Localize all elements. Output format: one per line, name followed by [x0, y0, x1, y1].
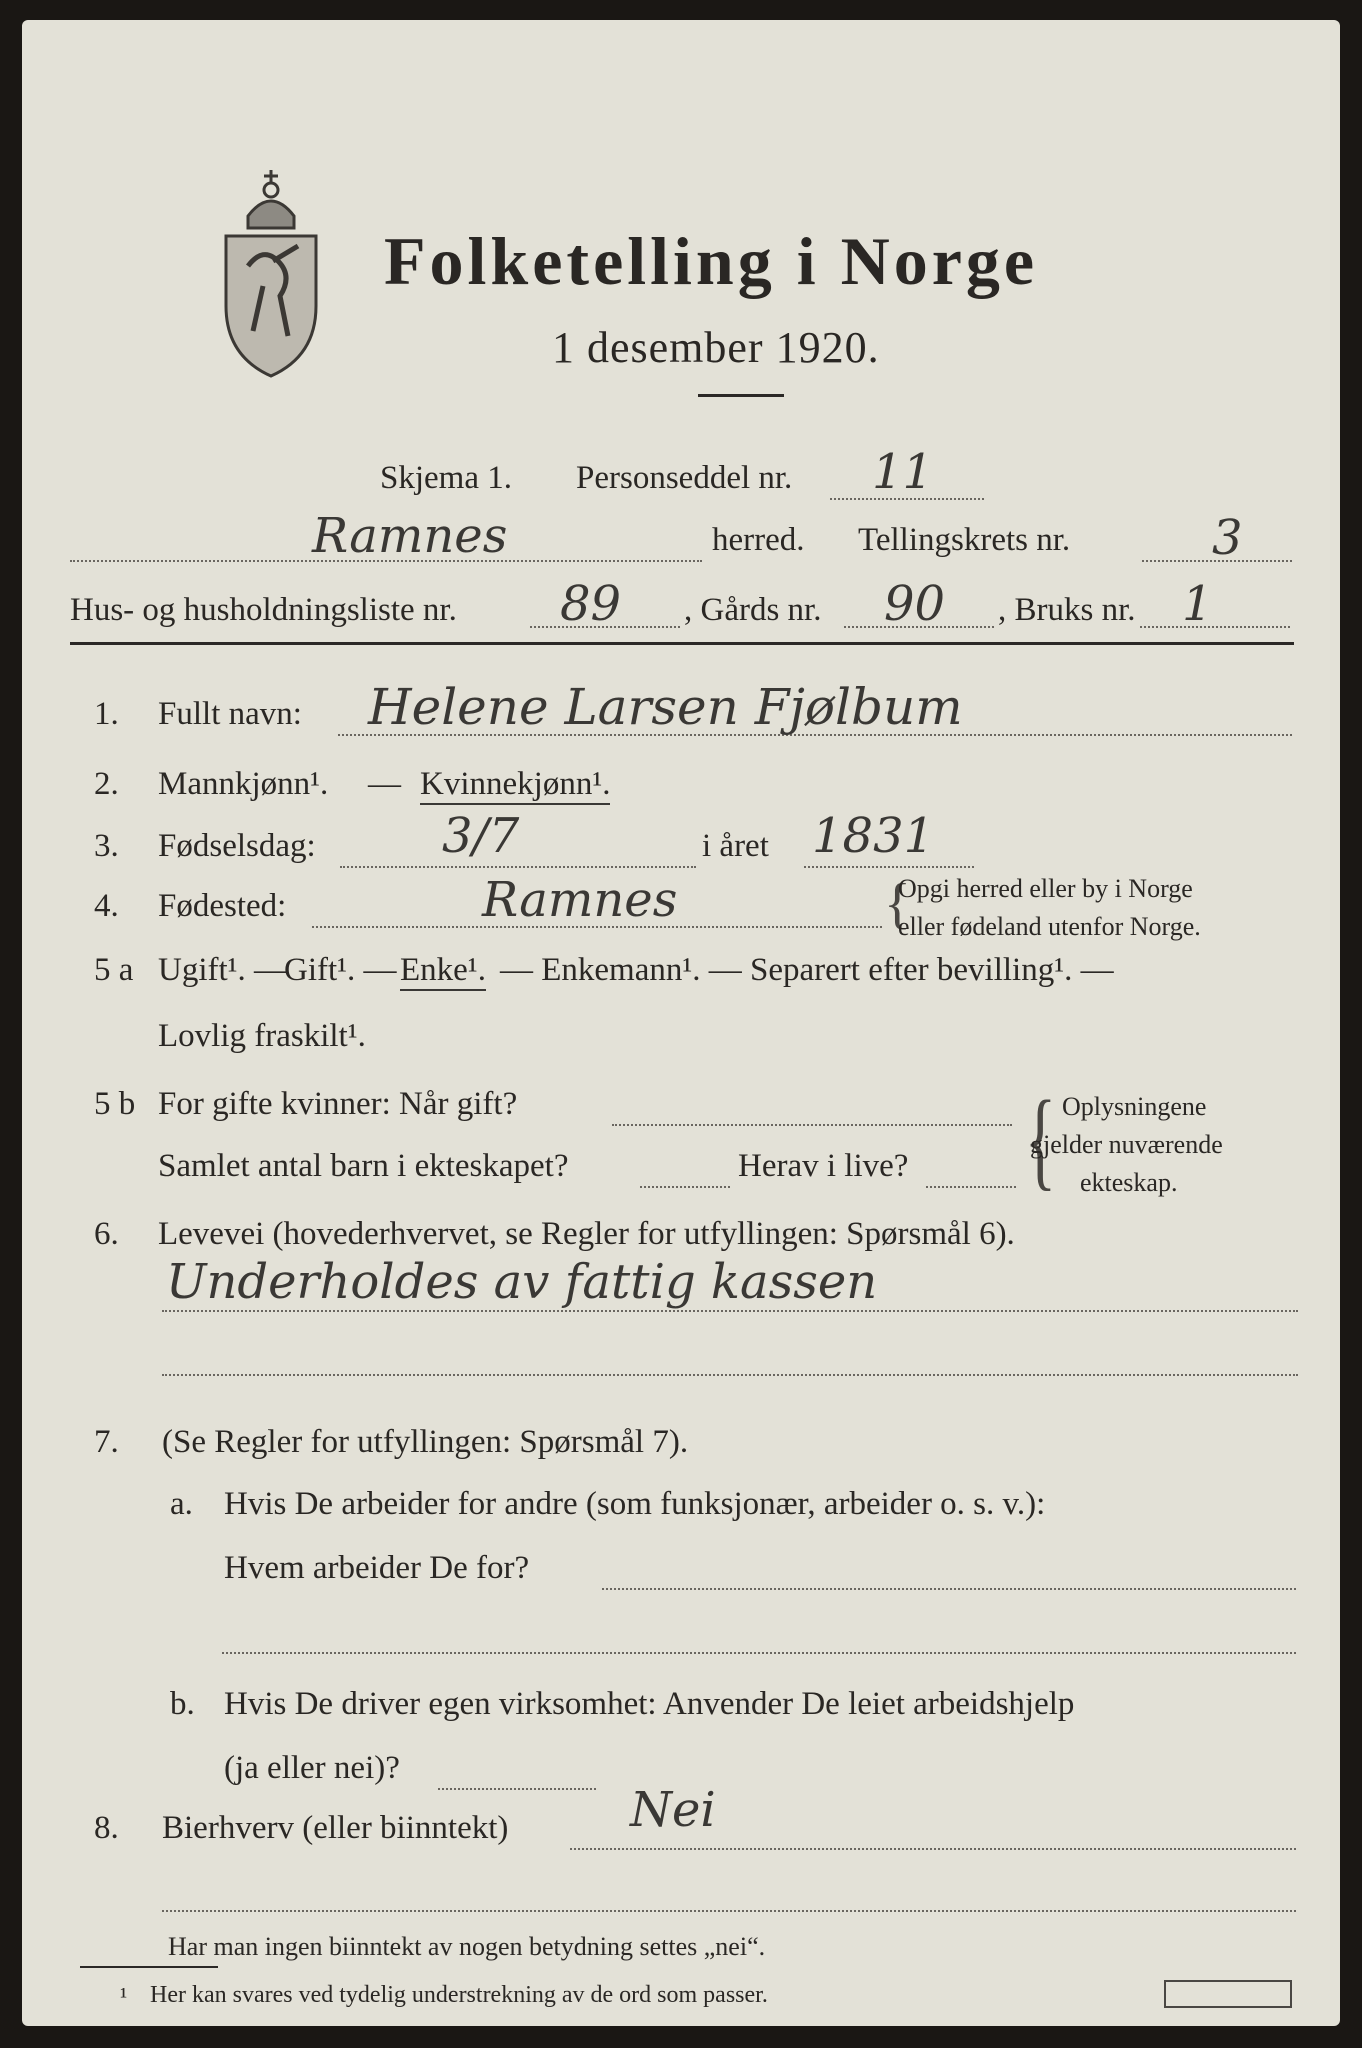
q7a-line2: Hvem arbeider De for?	[224, 1550, 530, 1586]
q8-line1	[570, 1848, 1296, 1850]
skjema-label: Skjema 1.	[380, 460, 512, 496]
birthplace-value: Ramnes	[482, 872, 678, 928]
q5a-number: 5 a	[94, 952, 134, 988]
q8-label: Bierhverv (eller biinntekt)	[162, 1810, 509, 1846]
occupation-value: Underholdes av fattig kassen	[166, 1254, 878, 1310]
q5b-note-line2: gjelder nuværende	[1030, 1130, 1223, 1159]
husliste-label: Hus- og husholdningsliste nr.	[70, 592, 457, 628]
year-line	[804, 866, 974, 868]
bruks-value: 1	[1182, 576, 1213, 632]
birthday-value: 3/7	[442, 808, 520, 864]
q6-line1	[162, 1310, 1298, 1312]
q6-number: 6.	[94, 1216, 119, 1252]
tellingskrets-value: 3	[1212, 510, 1243, 566]
alive-label: Herav i live?	[738, 1148, 909, 1184]
census-date: 1 desember 1920.	[552, 323, 880, 372]
q8-number: 8.	[94, 1810, 119, 1846]
husliste-value: 89	[560, 576, 622, 632]
q4-note-line1: Opgi herred eller by i Norge	[898, 874, 1193, 903]
employer-line	[602, 1588, 1296, 1590]
herred-label: herred.	[712, 522, 805, 558]
q7-label: (Se Regler for utfyllingen: Spørsmål 7).	[162, 1424, 689, 1460]
census-form	[22, 20, 1340, 2026]
q7b-line2: (ja eller nei)?	[224, 1750, 400, 1786]
ugift-option: Ugift¹. —	[158, 952, 288, 988]
q6-line2	[162, 1374, 1298, 1376]
footnote-rule	[80, 1966, 218, 1968]
q7a-letter: a.	[170, 1486, 193, 1522]
enke-option-underlined: Enke¹.	[400, 952, 486, 991]
female-option-underlined: Kvinnekjønn¹.	[420, 766, 610, 805]
full-name-value: Helene Larsen Fjølbum	[368, 678, 963, 736]
q2-dash: —	[368, 766, 401, 802]
title-divider	[698, 394, 784, 397]
coat-of-arms-icon	[218, 166, 324, 380]
bruks-line	[1140, 626, 1290, 628]
gift-option: Gift¹. —	[284, 952, 397, 988]
personseddel-label: Personseddel nr.	[576, 460, 793, 496]
q5b-line1: For gifte kvinner: Når gift?	[158, 1086, 518, 1122]
form-title: Folketelling i Norge	[384, 223, 1039, 299]
gards-value: 90	[884, 576, 946, 632]
q7b-letter: b.	[170, 1686, 195, 1722]
q1-label: Fullt navn:	[158, 696, 302, 732]
q4-number: 4.	[94, 888, 119, 924]
male-option: Mannkjønn¹.	[158, 766, 329, 802]
q3-label: Fødselsdag:	[158, 828, 316, 864]
footnote-mark: ¹	[120, 1984, 128, 2010]
q7b-line1: Hvis De driver egen virksomhet: Anvender De leiet arbeidshjelp	[224, 1686, 1075, 1722]
q7-number: 7.	[94, 1424, 119, 1460]
year-label: i året	[702, 828, 769, 864]
hired-help-line	[438, 1788, 596, 1790]
herred-value: Ramnes	[312, 508, 508, 564]
q8-line2	[162, 1910, 1296, 1912]
birthday-line	[340, 866, 696, 868]
alive-line	[926, 1186, 1016, 1188]
q6-label: Levevei (hovederhvervet, se Regler for utfyllingen: Spørsmål 6).	[158, 1216, 1015, 1252]
children-line	[640, 1186, 730, 1188]
printer-stamp	[1164, 1980, 1292, 2008]
q5b-note-line1: Oplysningene	[1062, 1092, 1207, 1121]
personseddel-value: 11	[872, 444, 934, 500]
q1-number: 1.	[94, 696, 119, 732]
q5b-brace: {	[1024, 1078, 1057, 1200]
married-date-line	[612, 1124, 1012, 1126]
q4-label: Fødested:	[158, 888, 287, 924]
q4-note-line2: eller fødeland utenfor Norge.	[898, 912, 1201, 941]
q5b-number: 5 b	[94, 1086, 136, 1122]
q5a-rest-options: — Enkemann¹. — Separert efter bevilling¹. —	[500, 952, 1114, 988]
fraskilt-option: Lovlig fraskilt¹.	[158, 1018, 366, 1054]
header-rule	[70, 642, 1294, 645]
q3-number: 3.	[94, 828, 119, 864]
q5b-note-line3: ekteskap.	[1080, 1168, 1178, 1197]
footer-note: Har man ingen biinntekt av nogen betydning settes „nei“.	[168, 1932, 766, 1961]
gards-label: , Gårds nr.	[684, 592, 822, 628]
children-label: Samlet antal barn i ekteskapet?	[158, 1148, 569, 1184]
q4-brace: {	[884, 873, 911, 935]
q7a-line1: Hvis De arbeider for andre (som funksjonær, arbeider o. s. v.):	[224, 1486, 1046, 1522]
tellingskrets-label: Tellingskrets nr.	[858, 522, 1071, 558]
q2-number: 2.	[94, 766, 119, 802]
employer-line2	[222, 1652, 1296, 1654]
side-income-value: Nei	[630, 1782, 716, 1838]
birth-year-value: 1831	[812, 808, 935, 864]
bruks-label: , Bruks nr.	[998, 592, 1136, 628]
footnote-text: Her kan svares ved tydelig understrekning av de ord som passer.	[150, 1982, 768, 2008]
